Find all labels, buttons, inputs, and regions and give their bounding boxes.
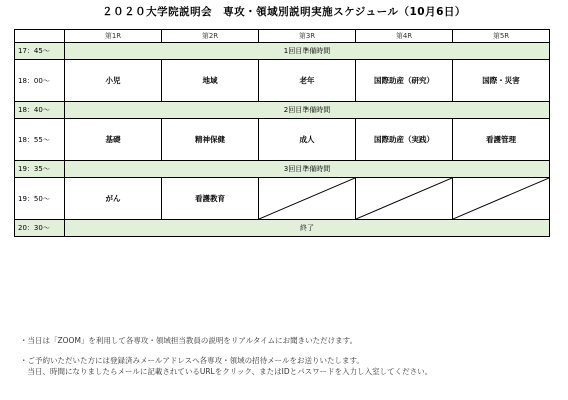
header-blank — [15, 30, 65, 43]
table-row — [15, 178, 550, 220]
notes — [20, 335, 432, 378]
empty-cell — [259, 178, 356, 220]
header-round-4: 第4R — [356, 30, 453, 43]
band-cell: 3回目準備時間 — [65, 161, 550, 178]
table-row — [15, 220, 550, 237]
session-cell: 小児 — [65, 60, 162, 102]
empty-cell — [453, 178, 550, 220]
session-cell: 国際・災害 — [453, 60, 550, 102]
header-row — [15, 30, 550, 43]
session-cell: 国際助産（実践） — [356, 119, 453, 161]
time-cell: 18：00～ — [15, 60, 65, 102]
band-cell: 終了 — [65, 220, 550, 237]
header-round-5: 第5R — [453, 30, 550, 43]
header-round-1: 第1R — [65, 30, 162, 43]
note-zoom: ・当日は「ZOOM」を利用して各専攻・領域担当教員の説明をリアルタイムにお聞きいただけます。 — [20, 336, 358, 345]
session-cell: 成人 — [259, 119, 356, 161]
diagonal-line-icon — [259, 178, 355, 219]
empty-cell — [356, 178, 453, 220]
session-cell: 国際助産（研究） — [356, 60, 453, 102]
time-cell: 19：50～ — [15, 178, 65, 220]
page-title: ２０２０大学院説明会 専攻・領域別説明実施スケジュール（10月6日） — [102, 6, 466, 18]
session-cell: 老年 — [259, 60, 356, 102]
time-cell: 19：35～ — [15, 161, 65, 178]
session-cell: 基礎 — [65, 119, 162, 161]
session-cell: 看護教育 — [162, 178, 259, 220]
note-invitation: ・ご予約いただいた方には登録済みメールアドレスへ各専攻・領域の招待メールをお送りいたします。 — [20, 355, 364, 365]
table-row — [15, 161, 550, 178]
table-row — [15, 119, 550, 161]
session-cell: 精神保健 — [162, 119, 259, 161]
header-round-3: 第3R — [259, 30, 356, 43]
band-cell: 1回目準備時間 — [65, 43, 550, 60]
band-cell: 2回目準備時間 — [65, 102, 550, 119]
table-row — [15, 60, 550, 102]
session-cell: がん — [65, 178, 162, 220]
session-cell: 地域 — [162, 60, 259, 102]
note-join-instructions: 当日、時間になりましたらメールに記載されているURLをクリック、またはIDとパスワードを入力し入室してください。 — [20, 367, 433, 376]
schedule-table — [14, 29, 550, 237]
header-round-2: 第2R — [162, 30, 259, 43]
time-cell: 17：45～ — [15, 43, 65, 60]
table-row — [15, 102, 550, 119]
time-cell: 18：40～ — [15, 102, 65, 119]
time-cell: 18：55～ — [15, 119, 65, 161]
time-cell: 20：30～ — [15, 220, 65, 237]
table-row — [15, 43, 550, 60]
session-cell: 看護管理 — [453, 119, 550, 161]
diagonal-line-icon — [453, 178, 549, 219]
diagonal-line-icon — [356, 178, 452, 219]
